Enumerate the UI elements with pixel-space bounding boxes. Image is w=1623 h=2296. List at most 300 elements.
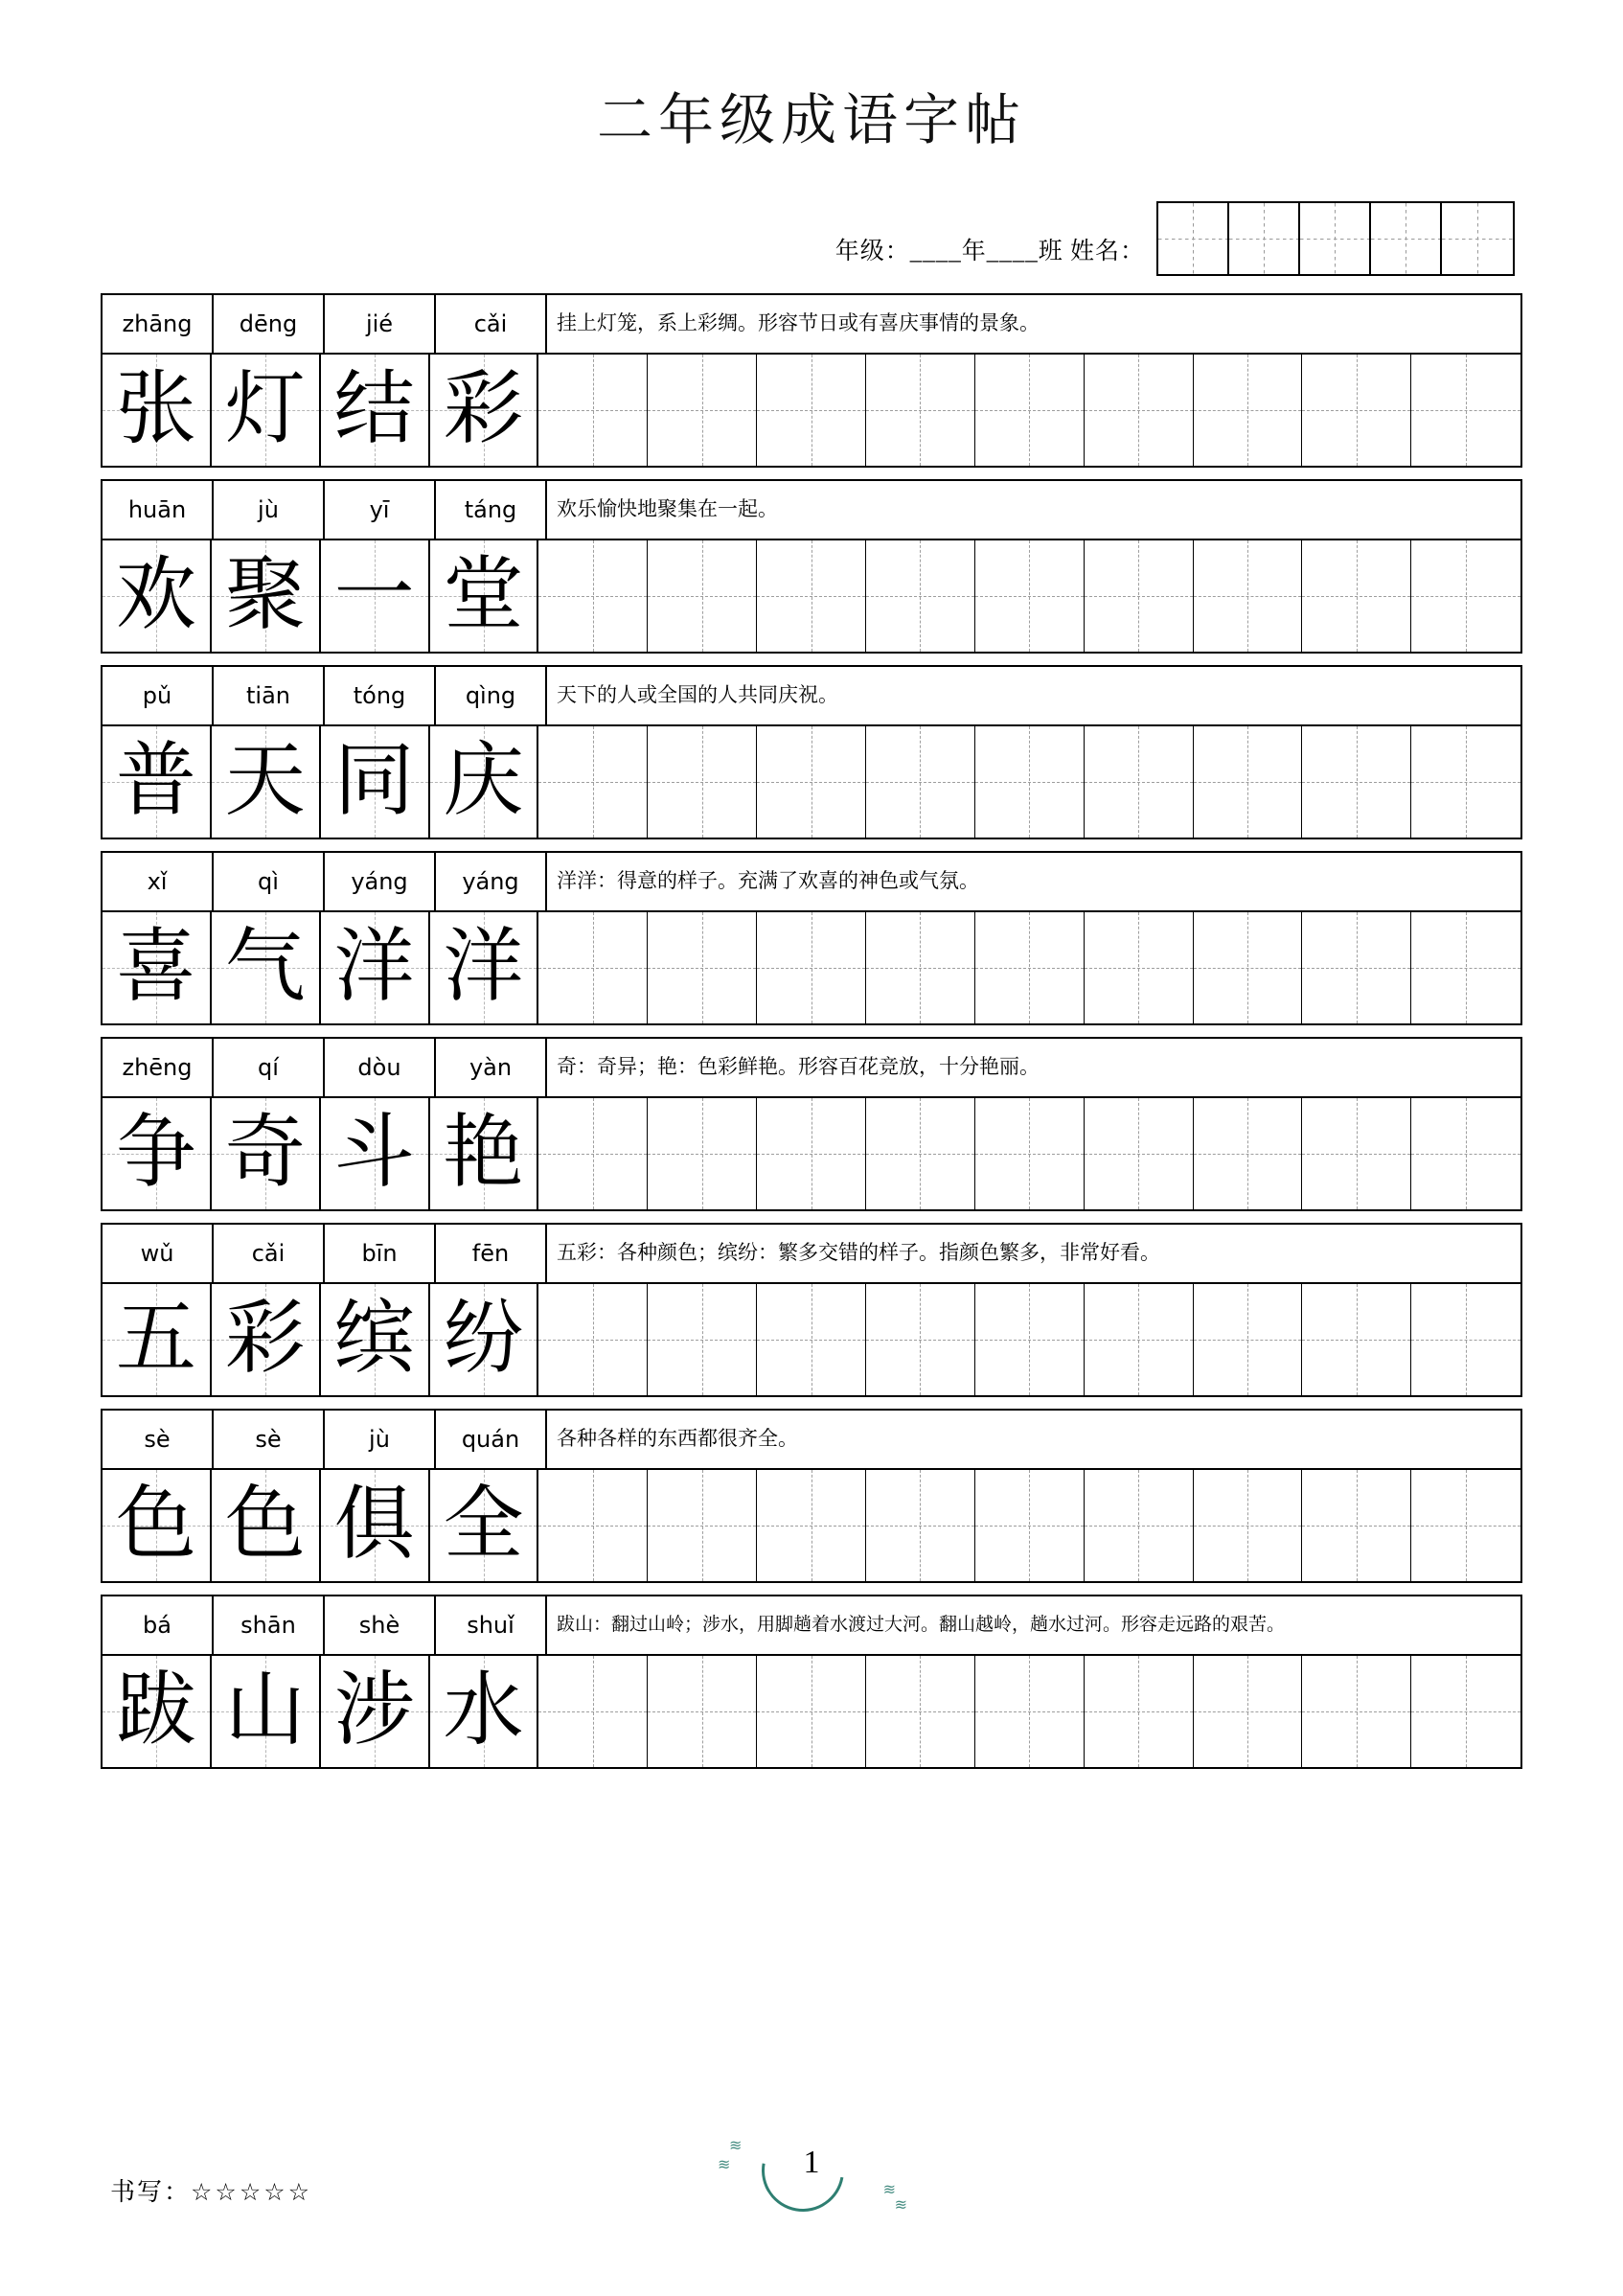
guide-line-horizontal [757,968,865,969]
practice-grid-cell[interactable] [538,1284,648,1395]
guide-line-vertical [1357,540,1358,652]
practice-grid-cell[interactable] [648,355,757,466]
name-box[interactable] [1371,203,1442,274]
practice-grid-cell[interactable] [975,540,1085,652]
practice-grid-cell[interactable] [1411,355,1520,466]
guide-line-horizontal [1085,596,1193,597]
guide-line-horizontal [1085,1154,1193,1155]
character-model-cell [321,1470,430,1581]
pinyin-cell: quán [436,1411,547,1468]
pinyin-cell: pǔ [103,667,214,724]
guide-line-horizontal [1411,1526,1520,1527]
guide-line-vertical [702,912,703,1023]
pinyin-cell: wǔ [103,1225,214,1282]
character-glyph: 彩 [224,1295,306,1384]
pinyin-cell: shuǐ [436,1596,547,1654]
guide-line-horizontal [538,968,647,969]
practice-grid-cell[interactable] [1194,355,1303,466]
practice-grid-cell[interactable] [975,726,1085,838]
guide-line-vertical [1466,1656,1467,1767]
practice-grid-cell[interactable] [1085,1656,1194,1767]
pinyin-cell: shè [325,1596,436,1654]
entry-header-row [103,1039,1520,1098]
practice-grid-cell[interactable] [538,355,648,466]
character-glyph: 全 [443,1481,524,1570]
character-glyph: 洋 [443,923,524,1012]
practice-grid-cell[interactable] [1302,540,1411,652]
student-info-row [101,201,1515,276]
guide-line-horizontal [648,1154,756,1155]
practice-grid-cell[interactable] [866,1656,975,1767]
swoosh-icon: ≋ [894,2197,907,2214]
practice-grid-cell[interactable] [1085,726,1194,838]
guide-line-horizontal [538,782,647,783]
guide-line-vertical [1466,540,1467,652]
character-model-cell [321,1284,430,1395]
swoosh-icon: ≋ [882,2182,896,2198]
guide-line-horizontal [538,596,647,597]
guide-line-horizontal [757,596,865,597]
pinyin-cell: bá [103,1596,214,1654]
character-glyph: 艳 [443,1109,524,1198]
guide-line-vertical [1466,912,1467,1023]
guide-line-horizontal [538,1711,647,1712]
pinyin-cell: shān [214,1596,325,1654]
practice-grid-cell[interactable] [866,912,975,1023]
entry-header-row [103,1411,1520,1470]
guide-line-horizontal [866,1526,974,1527]
pinyin-cell: xǐ [103,853,214,910]
guide-line-vertical [920,1098,921,1209]
guide-line-vertical [1247,1098,1248,1209]
guide-line-vertical [593,1284,594,1395]
practice-grid-cell[interactable] [538,726,648,838]
idiom-meaning: 欢乐愉快地聚集在一起。 [557,497,778,521]
guide-line-vertical [593,726,594,838]
practice-grid-cell[interactable] [866,726,975,838]
idiom-entry-list [101,293,1522,1769]
guide-line-horizontal [538,1340,647,1341]
practice-grid-cell[interactable] [866,1470,975,1581]
guide-line-horizontal [757,1340,865,1341]
character-model-cell [212,1656,321,1767]
guide-line-horizontal [1302,1340,1410,1341]
idiom-entry [101,851,1522,1025]
character-model-cell [430,1656,539,1767]
page-footer [101,2120,1522,2225]
pinyin-cell: yáng [325,853,436,910]
idiom-meaning: 天下的人或全国的人共同庆祝。 [557,683,838,707]
guide-line-vertical [702,1284,703,1395]
guide-line-vertical [1357,1656,1358,1767]
practice-grid-cell[interactable] [757,1656,866,1767]
pinyin-cell: huān [103,481,214,539]
practice-grid-cell[interactable] [975,1098,1085,1209]
guide-line-vertical [1138,355,1139,466]
pinyin-cell: yàn [436,1039,547,1096]
guide-line-vertical [1029,355,1030,466]
idiom-meaning: 奇：奇异；艳：色彩鲜艳。形容百花竞放，十分艳丽。 [557,1055,1040,1079]
page-number-decoration [716,2124,907,2219]
guide-line-vertical [1466,355,1467,466]
character-model-cell [103,1656,212,1767]
practice-grid-cell[interactable] [1411,726,1520,838]
name-box[interactable] [1442,203,1513,274]
idiom-entry [101,1223,1522,1397]
practice-grid-cell[interactable] [1411,1656,1520,1767]
practice-grid-cell[interactable] [1194,1098,1303,1209]
character-model-cell [430,1470,539,1581]
guide-line-vertical [1466,1284,1467,1395]
idiom-meaning: 各种各样的东西都很齐全。 [557,1427,798,1451]
practice-grid-cell[interactable] [538,1470,648,1581]
guide-line-horizontal [1302,1526,1410,1527]
guide-line-horizontal [1411,1340,1520,1341]
practice-grid-cell[interactable] [1194,726,1303,838]
character-glyph: 一 [333,551,415,640]
practice-grid-cell[interactable] [1411,1284,1520,1395]
guide-line-vertical [1247,1470,1248,1581]
character-glyph: 五 [115,1295,196,1384]
character-glyph: 庆 [443,737,524,826]
guide-line-horizontal [975,1154,1084,1155]
practice-grid-cell[interactable] [538,1098,648,1209]
character-glyph: 斗 [333,1109,415,1198]
guide-line-vertical [1357,912,1358,1023]
character-model-cell [430,912,539,1023]
character-model-cell [430,1284,539,1395]
character-model-cell [430,355,539,466]
practice-grid-cell[interactable] [866,540,975,652]
practice-grid-cell[interactable] [648,1470,757,1581]
guide-line-vertical [1138,1656,1139,1767]
pinyin-cell: bīn [325,1225,436,1282]
practice-grid-cell[interactable] [1194,1284,1303,1395]
guide-line-horizontal [648,1340,756,1341]
guide-line-horizontal [1085,1526,1193,1527]
idiom-entry [101,1409,1522,1583]
practice-grid-cell[interactable] [757,1098,866,1209]
practice-grid-cell[interactable] [1411,540,1520,652]
character-glyph: 普 [115,737,196,826]
guide-line-vertical [1357,1470,1358,1581]
guide-line-horizontal [648,596,756,597]
guide-line-vertical [1247,1284,1248,1395]
character-model-cell [103,912,212,1023]
practice-grid-cell[interactable] [975,912,1085,1023]
rating-stars[interactable]: ☆☆☆☆☆ [191,2180,313,2206]
pinyin-cell: jù [214,481,325,539]
practice-grid-cell[interactable] [1302,1656,1411,1767]
practice-grid-cell[interactable] [1194,1656,1303,1767]
guide-line-horizontal [866,968,974,969]
character-model-cell [430,726,539,838]
guide-line-vertical [920,1656,921,1767]
character-model-cell [212,1284,321,1395]
pinyin-cell: cǎi [214,1225,325,1282]
practice-grid-cell[interactable] [1411,912,1520,1023]
entry-header-row [103,1225,1520,1284]
guide-line-horizontal [975,410,1084,411]
character-model-cell [103,540,212,652]
guide-line-vertical [702,1470,703,1581]
pinyin-cell: cǎi [436,295,547,353]
character-glyph: 同 [333,737,415,826]
idiom-entry [101,1595,1522,1769]
guide-line-vertical [1029,1284,1030,1395]
practice-grid-cell[interactable] [1085,540,1194,652]
practice-grid-cell[interactable] [975,1284,1085,1395]
entry-header-row [103,1596,1520,1656]
guide-line-horizontal [648,410,756,411]
idiom-entry [101,1037,1522,1211]
grade-class-name-label: 年级：____年____班 姓名： [834,239,1145,264]
swoosh-icon: ≋ [718,2157,731,2173]
practice-grid-cell[interactable] [757,355,866,466]
name-input-boxes[interactable] [1156,201,1515,276]
practice-grid-cell[interactable] [757,1284,866,1395]
pinyin-cell: sè [214,1411,325,1468]
pinyin-cell: táng [436,481,547,539]
practice-grid-cell[interactable] [1411,1098,1520,1209]
guide-line-vertical [1029,1656,1030,1767]
guide-line-horizontal [1302,596,1410,597]
guide-line-vertical [1138,726,1139,838]
practice-grid-cell[interactable] [757,1470,866,1581]
pinyin-cell: qí [214,1039,325,1096]
guide-line-horizontal [866,782,974,783]
practice-grid-cell[interactable] [975,1656,1085,1767]
guide-line-horizontal [866,1711,974,1712]
practice-grid-cell[interactable] [648,726,757,838]
character-glyph: 奇 [224,1109,306,1198]
name-box[interactable] [1158,203,1229,274]
guide-line-vertical [593,540,594,652]
guide-line-horizontal [866,410,974,411]
character-glyph: 色 [115,1481,196,1570]
guide-line-horizontal [757,782,865,783]
guide-line-horizontal [757,1711,865,1712]
name-box[interactable] [1229,203,1300,274]
guide-line-horizontal [757,1154,865,1155]
entry-writing-row [103,1656,1520,1767]
practice-grid-cell[interactable] [1302,726,1411,838]
character-glyph: 水 [443,1666,524,1756]
guide-line-horizontal [1194,1711,1302,1712]
guide-line-horizontal [1194,1340,1302,1341]
guide-line-vertical [593,1656,594,1767]
character-model-cell [212,355,321,466]
character-glyph: 喜 [115,923,196,1012]
practice-grid-cell[interactable] [1411,1470,1520,1581]
guide-line-vertical [702,1656,703,1767]
pinyin-cell: tóng [325,667,436,724]
guide-line-horizontal [1194,1154,1302,1155]
guide-line-vertical [1247,726,1248,838]
entry-header-row [103,853,1520,912]
guide-line-vertical [1029,540,1030,652]
character-model-cell [212,1098,321,1209]
guide-line-horizontal [648,1526,756,1527]
pinyin-cell: fēn [436,1225,547,1282]
guide-line-vertical [702,355,703,466]
practice-grid-cell[interactable] [648,540,757,652]
guide-line-horizontal [1411,782,1520,783]
character-glyph: 结 [333,365,415,454]
guide-line-horizontal [538,410,647,411]
practice-grid-cell[interactable] [1085,1098,1194,1209]
idiom-meaning: 洋洋：得意的样子。充满了欢喜的神色或气氛。 [557,869,979,893]
guide-line-vertical [593,912,594,1023]
character-model-cell [430,1098,539,1209]
page-number: 1 [803,2145,820,2180]
idiom-meaning: 挂上灯笼，系上彩绸。形容节日或有喜庆事情的景象。 [557,311,1040,335]
practice-grid-cell[interactable] [866,1284,975,1395]
guide-line-vertical [702,540,703,652]
character-model-cell [212,726,321,838]
practice-grid-cell[interactable] [1302,912,1411,1023]
guide-line-horizontal [975,1526,1084,1527]
character-glyph: 彩 [443,365,524,454]
character-glyph: 洋 [333,923,415,1012]
entry-writing-row [103,540,1520,652]
guide-line-vertical [1138,912,1139,1023]
character-model-cell [321,912,430,1023]
practice-grid-cell[interactable] [1302,355,1411,466]
character-model-cell [103,1098,212,1209]
practice-grid-cell[interactable] [757,912,866,1023]
idiom-meaning: 五彩：各种颜色；缤纷：繁多交错的样子。指颜色繁多，非常好看。 [557,1241,1160,1265]
guide-line-horizontal [1194,410,1302,411]
character-model-cell [212,912,321,1023]
guide-line-vertical [920,1470,921,1581]
guide-line-vertical [1029,1470,1030,1581]
pinyin-cell: jù [325,1411,436,1468]
practice-grid-cell[interactable] [648,1656,757,1767]
practice-grid-cell[interactable] [648,1098,757,1209]
writing-rating-label: 书写： [110,2178,192,2206]
character-glyph: 跋 [115,1666,196,1756]
character-glyph: 天 [224,737,306,826]
guide-line-horizontal [648,968,756,969]
page-title: 二年级成语字帖 [596,89,1026,151]
guide-line-vertical [1029,1098,1030,1209]
guide-line-horizontal [1085,1711,1193,1712]
pinyin-cell: qìng [436,667,547,724]
guide-line-horizontal [538,1526,647,1527]
practice-grid-cell[interactable] [1085,912,1194,1023]
practice-grid-cell[interactable] [1085,1470,1194,1581]
guide-line-vertical [920,355,921,466]
guide-line-horizontal [975,1340,1084,1341]
practice-grid-cell[interactable] [1302,1284,1411,1395]
pinyin-cell: qì [214,853,325,910]
guide-line-vertical [1138,1470,1139,1581]
entry-writing-row [103,355,1520,466]
guide-line-vertical [1357,726,1358,838]
character-model-cell [212,1470,321,1581]
guide-line-horizontal [866,1340,974,1341]
idiom-entry [101,479,1522,654]
practice-grid-cell[interactable] [975,355,1085,466]
name-box[interactable] [1300,203,1371,274]
guide-line-vertical [1357,1098,1358,1209]
character-glyph: 堂 [443,551,524,640]
guide-line-vertical [1466,726,1467,838]
practice-grid-cell[interactable] [1194,912,1303,1023]
practice-grid-cell[interactable] [1194,1470,1303,1581]
guide-line-horizontal [648,1711,756,1712]
practice-grid-cell[interactable] [866,1098,975,1209]
guide-line-horizontal [975,1711,1084,1712]
character-model-cell [430,540,539,652]
idiom-entry [101,665,1522,839]
guide-line-horizontal [1194,782,1302,783]
guide-line-vertical [1466,1098,1467,1209]
practice-grid-cell[interactable] [1085,1284,1194,1395]
entry-writing-row [103,1470,1520,1581]
guide-line-horizontal [1085,1340,1193,1341]
guide-line-vertical [1029,912,1030,1023]
practice-grid-cell[interactable] [538,1656,648,1767]
practice-grid-cell[interactable] [1302,1470,1411,1581]
guide-line-vertical [593,355,594,466]
character-model-cell [321,540,430,652]
practice-grid-cell[interactable] [866,355,975,466]
guide-line-vertical [1138,1098,1139,1209]
guide-line-vertical [702,726,703,838]
character-glyph: 欢 [115,551,196,640]
practice-grid-cell[interactable] [1302,1098,1411,1209]
guide-line-horizontal [1302,410,1410,411]
guide-line-horizontal [1411,1711,1520,1712]
entry-writing-row [103,1284,1520,1395]
guide-line-vertical [920,726,921,838]
idiom-meaning: 跋山：翻过山岭；涉水，用脚趟着水渡过大河。翻山越岭，趟水过河。形容走远路的艰苦。 [557,1615,1286,1636]
character-model-cell [103,1470,212,1581]
practice-grid-cell[interactable] [1085,355,1194,466]
guide-line-horizontal [1085,782,1193,783]
guide-line-horizontal [1085,410,1193,411]
character-glyph: 气 [224,923,306,1012]
practice-grid-cell[interactable] [648,1284,757,1395]
guide-line-horizontal [757,1526,865,1527]
writing-rating [110,2172,312,2208]
practice-grid-cell[interactable] [757,726,866,838]
character-model-cell [321,1098,430,1209]
practice-grid-cell[interactable] [1194,540,1303,652]
character-glyph: 山 [224,1666,306,1756]
practice-grid-cell[interactable] [538,540,648,652]
character-glyph: 色 [224,1481,306,1570]
practice-grid-cell[interactable] [648,912,757,1023]
guide-line-horizontal [1194,596,1302,597]
guide-line-horizontal [1411,968,1520,969]
idiom-entry [101,293,1522,468]
guide-line-vertical [920,540,921,652]
character-model-cell [103,355,212,466]
entry-writing-row [103,1098,1520,1209]
practice-grid-cell[interactable] [538,912,648,1023]
pinyin-cell: zhēng [103,1039,214,1096]
guide-line-horizontal [975,596,1084,597]
practice-grid-cell[interactable] [757,540,866,652]
practice-grid-cell[interactable] [975,1470,1085,1581]
guide-line-vertical [920,1284,921,1395]
pinyin-cell: dēng [214,295,325,353]
guide-line-horizontal [1302,782,1410,783]
swoosh-icon: ≋ [729,2138,743,2154]
